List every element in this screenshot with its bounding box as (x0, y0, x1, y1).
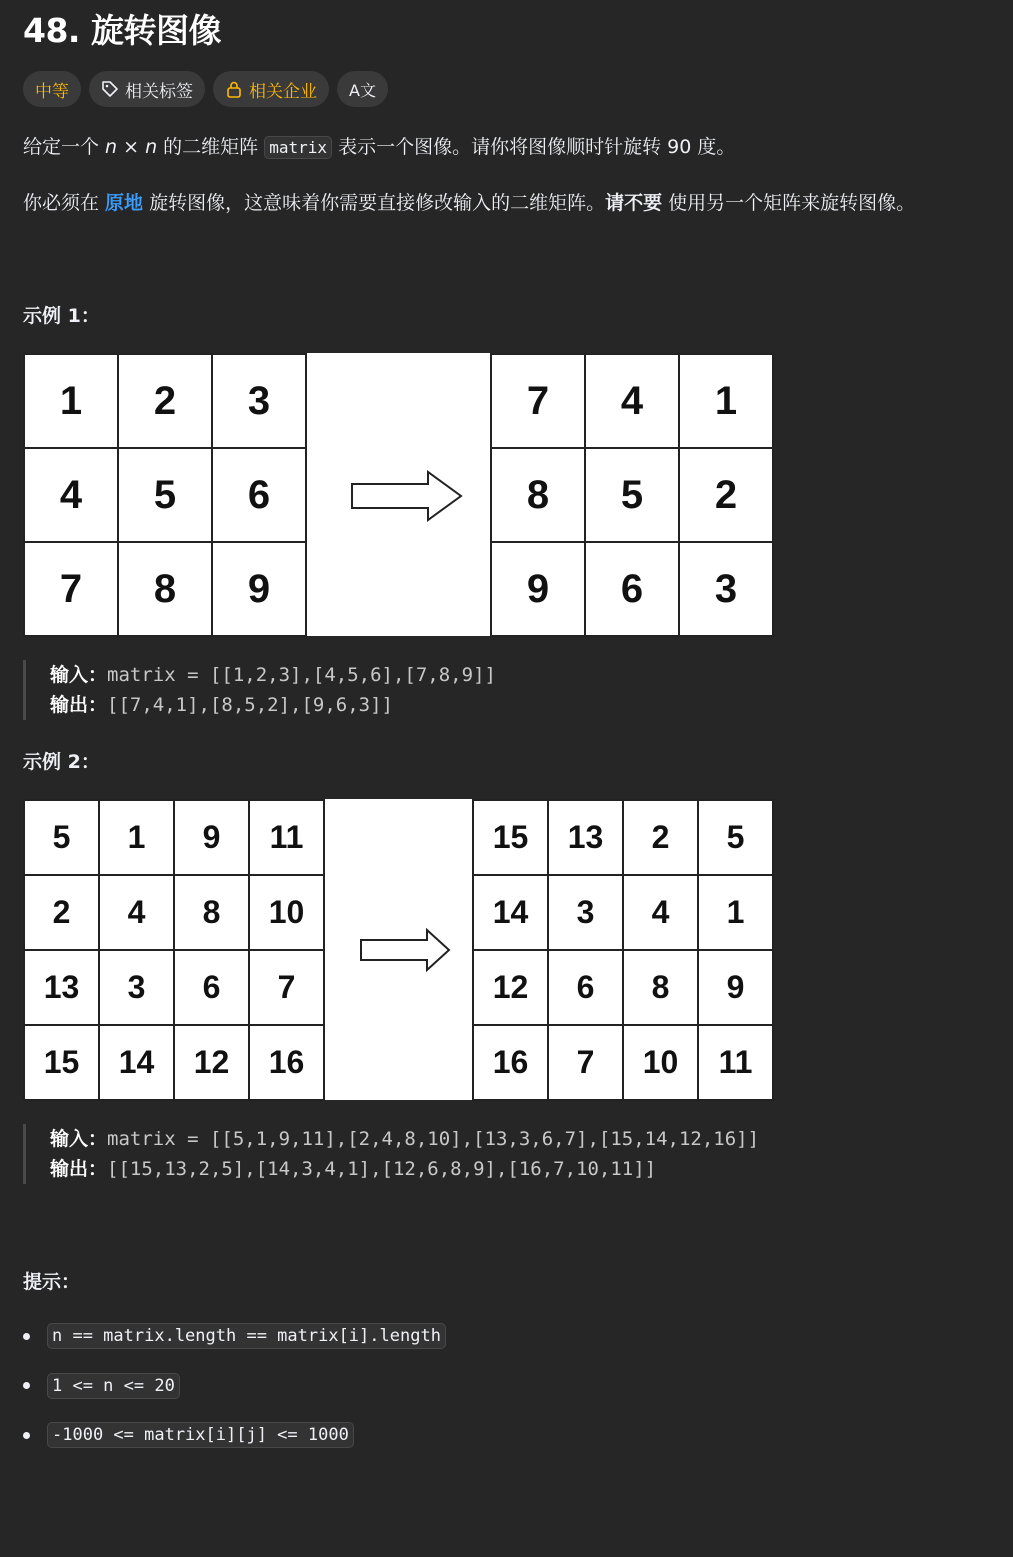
input-value: matrix = [[1,2,3],[4,5,6],[7,8,9]] (107, 664, 496, 686)
matrix-cell: 4 (586, 355, 680, 449)
matrix-cell: 8 (119, 543, 213, 637)
related-companies-label: 相关企业 (249, 81, 317, 102)
example-1-heading: 示例 1： (23, 305, 100, 327)
matrix-cell: 16 (250, 1026, 325, 1101)
inline-code: matrix (264, 136, 332, 159)
matrix-cell: 12 (474, 951, 549, 1026)
output-value: [[7,4,1],[8,5,2],[9,6,3]] (107, 694, 393, 716)
matrix-cell: 10 (624, 1026, 699, 1101)
matrix-cell: 7 (25, 543, 119, 637)
text: 的二维矩阵 (157, 136, 265, 158)
matrix-cell: 14 (100, 1026, 175, 1101)
matrix-cell: 7 (492, 355, 586, 449)
matrix-before (23, 799, 325, 1101)
matrix-cell: 12 (175, 1026, 250, 1101)
constraint-code: n == matrix.length == matrix[i].length (47, 1323, 446, 1349)
list-item (23, 1419, 446, 1451)
problem-title: 48. 旋转图像 (23, 11, 221, 50)
example-1-io (23, 660, 496, 720)
related-topics-label: 相关标签 (125, 81, 193, 102)
matrix-cell: 1 (25, 355, 119, 449)
output-label: 输出： (50, 694, 108, 716)
tag-icon (101, 80, 119, 98)
bullet-icon (23, 1432, 30, 1439)
arrow-right-icon (350, 470, 464, 522)
matrix-cell: 7 (250, 951, 325, 1026)
matrix-cell: 1 (680, 355, 774, 449)
difficulty-badge (23, 71, 81, 107)
input-label: 输入： (50, 664, 108, 686)
translate-button[interactable] (337, 71, 388, 107)
matrix-cell: 3 (100, 951, 175, 1026)
example-1-image (23, 353, 773, 636)
difficulty-label: 中等 (35, 81, 69, 102)
var-n: n (105, 136, 118, 158)
constraints-heading: 提示： (23, 1271, 81, 1293)
bold-text: 请不要 (605, 192, 663, 214)
related-companies-button[interactable] (213, 71, 329, 107)
matrix-cell: 2 (624, 801, 699, 876)
matrix-cell: 15 (474, 801, 549, 876)
related-topics-button[interactable] (89, 71, 205, 107)
list-item (23, 1320, 446, 1352)
matrix-cell: 4 (25, 449, 119, 543)
matrix-cell: 2 (680, 449, 774, 543)
matrix-cell: 6 (213, 449, 307, 543)
var-n: n (145, 136, 158, 158)
matrix-cell: 2 (119, 355, 213, 449)
matrix-cell: 5 (699, 801, 774, 876)
matrix-cell: 9 (699, 951, 774, 1026)
constraints-list (23, 1320, 446, 1469)
matrix-cell: 1 (699, 876, 774, 951)
text: 使用另一个矩阵来旋转图像。 (662, 192, 916, 214)
matrix-cell: 4 (624, 876, 699, 951)
text: 给定一个 (23, 136, 106, 158)
matrix-cell: 11 (250, 801, 325, 876)
matrix-cell: 9 (175, 801, 250, 876)
description-paragraph-2 (23, 189, 915, 217)
matrix-cell: 3 (549, 876, 624, 951)
example-2-image (23, 799, 773, 1100)
matrix-after (472, 799, 774, 1101)
example-2-io (23, 1124, 759, 1184)
bullet-icon (23, 1382, 30, 1389)
description-paragraph-1 (23, 133, 735, 162)
translate-icon: A文 (349, 80, 376, 100)
matrix-cell: 16 (474, 1026, 549, 1101)
bullet-icon (23, 1333, 30, 1340)
matrix-cell: 3 (213, 355, 307, 449)
matrix-cell: 11 (699, 1026, 774, 1101)
matrix-cell: 1 (100, 801, 175, 876)
output-value: [[15,13,2,5],[14,3,4,1],[12,6,8,9],[16,7,10,11]] (107, 1158, 657, 1180)
constraint-code: -1000 <= matrix[i][j] <= 1000 (47, 1422, 354, 1448)
matrix-after (490, 353, 774, 637)
example-2-heading: 示例 2： (23, 751, 100, 773)
matrix-cell: 13 (25, 951, 100, 1026)
matrix-cell: 15 (25, 1026, 100, 1101)
tag-bar (23, 71, 388, 107)
constraint-code: 1 <= n <= 20 (47, 1373, 180, 1399)
matrix-cell: 4 (100, 876, 175, 951)
matrix-cell: 3 (680, 543, 774, 637)
matrix-cell: 10 (250, 876, 325, 951)
output-label: 输出： (50, 1158, 108, 1180)
in-place-link[interactable]: 原地 (105, 192, 144, 214)
matrix-cell: 2 (25, 876, 100, 951)
text: 你必须在 (23, 192, 106, 214)
arrow-right-icon (359, 928, 451, 972)
matrix-cell: 13 (549, 801, 624, 876)
matrix-cell: 9 (492, 543, 586, 637)
text: × (117, 136, 146, 158)
matrix-cell: 5 (25, 801, 100, 876)
matrix-before (23, 353, 307, 637)
matrix-cell: 8 (492, 449, 586, 543)
matrix-cell: 6 (549, 951, 624, 1026)
input-value: matrix = [[5,1,9,11],[2,4,8,10],[13,3,6,7],[15,14,12,16]] (107, 1128, 760, 1150)
matrix-cell: 7 (549, 1026, 624, 1101)
text: 表示一个图像。请你将图像顺时针旋转 90 度。 (332, 136, 736, 158)
matrix-cell: 14 (474, 876, 549, 951)
list-item (23, 1370, 446, 1402)
matrix-cell: 6 (175, 951, 250, 1026)
text: 旋转图像，这意味着你需要直接修改输入的二维矩阵。 (143, 192, 606, 214)
matrix-cell: 9 (213, 543, 307, 637)
matrix-cell: 8 (175, 876, 250, 951)
matrix-cell: 5 (119, 449, 213, 543)
lock-icon (225, 80, 243, 98)
matrix-cell: 6 (586, 543, 680, 637)
matrix-cell: 5 (586, 449, 680, 543)
input-label: 输入： (50, 1128, 108, 1150)
matrix-cell: 8 (624, 951, 699, 1026)
